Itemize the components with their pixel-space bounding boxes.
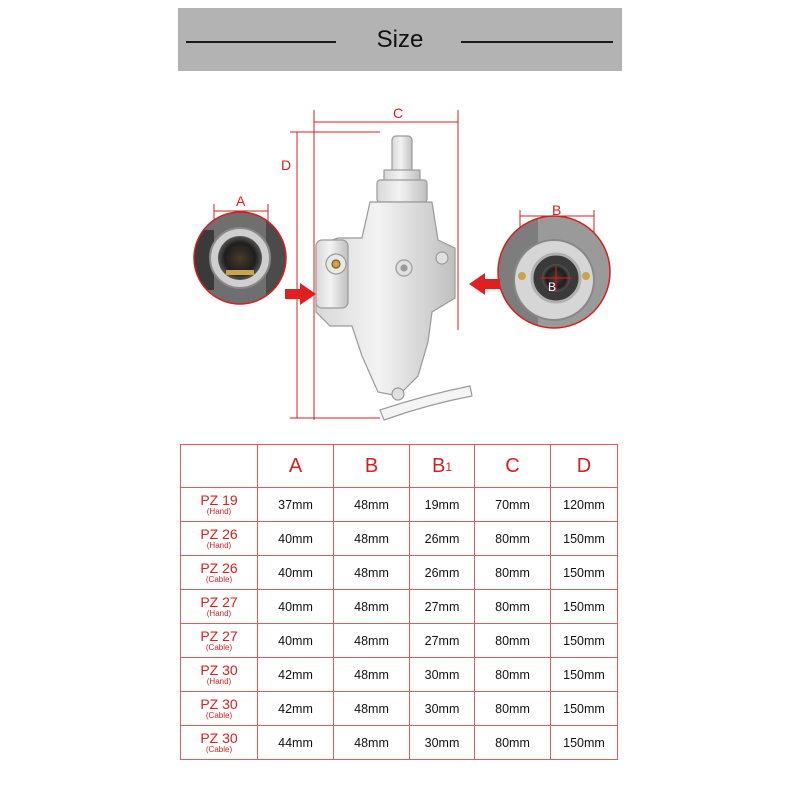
- size-cell-b: 48mm: [334, 624, 410, 658]
- dimension-label-c: C: [393, 105, 404, 121]
- model-cell: [181, 658, 258, 692]
- size-cell-a: 42mm: [258, 658, 334, 692]
- arrow-right-icon: [285, 283, 316, 305]
- model-variant: (Hand): [206, 609, 232, 618]
- size-cell-a: 37mm: [258, 488, 334, 522]
- size-cell-b: 48mm: [334, 590, 410, 624]
- model-cell: [181, 522, 258, 556]
- size-cell-b: 48mm: [334, 488, 410, 522]
- size-cell-a: 42mm: [258, 692, 334, 726]
- model-variant: (Hand): [206, 541, 232, 550]
- model-name: PZ 27: [200, 594, 238, 610]
- model-cell: [181, 590, 258, 624]
- model-name: PZ 30: [200, 662, 238, 678]
- size-cell-c: 80mm: [475, 726, 551, 760]
- size-cell-d: 150mm: [551, 692, 618, 726]
- size-cell-b1: 19mm: [410, 488, 475, 522]
- size-cell-b1: 27mm: [410, 590, 475, 624]
- size-cell-b: 48mm: [334, 556, 410, 590]
- model-variant: (Cable): [205, 643, 233, 652]
- header-cell-a: A: [258, 445, 334, 488]
- model-variant: (Hand): [206, 507, 232, 516]
- model-name: PZ 30: [200, 696, 238, 712]
- header-b1-letter: B: [431, 454, 446, 477]
- size-cell-c: 80mm: [475, 658, 551, 692]
- header-cell-c: C: [475, 445, 551, 488]
- header-cell-model: [181, 445, 258, 488]
- model-cell: [181, 556, 258, 590]
- size-cell-b1: 27mm: [410, 624, 475, 658]
- carburetor-illustration: [0, 80, 800, 440]
- size-cell-a: 40mm: [258, 590, 334, 624]
- size-cell-a: 44mm: [258, 726, 334, 760]
- size-cell-b1: 30mm: [410, 726, 475, 760]
- table-row: [181, 624, 618, 658]
- size-cell-b: 48mm: [334, 522, 410, 556]
- size-cell-b: 48mm: [334, 726, 410, 760]
- size-cell-d: 150mm: [551, 624, 618, 658]
- dimension-label-b1: B: [548, 280, 557, 294]
- inlet-inset: [190, 210, 290, 310]
- size-cell-a: 40mm: [258, 556, 334, 590]
- table-row: [181, 488, 618, 522]
- size-cell-d: 150mm: [551, 726, 618, 760]
- table-row: [181, 692, 618, 726]
- size-cell-c: 80mm: [475, 522, 551, 556]
- size-cell-d: 150mm: [551, 556, 618, 590]
- table-row: [181, 590, 618, 624]
- size-cell-c: 70mm: [475, 488, 551, 522]
- table-row: [181, 522, 618, 556]
- size-cell-c: 80mm: [475, 556, 551, 590]
- table-row: [181, 658, 618, 692]
- size-cell-c: 80mm: [475, 590, 551, 624]
- size-cell-b1: 30mm: [410, 658, 475, 692]
- size-cell-d: 150mm: [551, 522, 618, 556]
- table-row: [181, 556, 618, 590]
- arrow-left-icon: [469, 273, 500, 295]
- model-cell: [181, 692, 258, 726]
- model-variant: (Cable): [205, 745, 233, 754]
- size-cell-b1: 30mm: [410, 692, 475, 726]
- dimension-label-d: D: [281, 157, 292, 173]
- size-table: [180, 444, 618, 760]
- size-banner: [178, 8, 622, 71]
- table-row: [181, 726, 618, 760]
- model-variant: (Cable): [205, 575, 233, 584]
- dimension-label-a: A: [236, 193, 246, 209]
- size-cell-d: 150mm: [551, 590, 618, 624]
- model-cell: [181, 726, 258, 760]
- table-body: [181, 488, 618, 760]
- size-cell-b1: 26mm: [410, 556, 475, 590]
- header-cell-b: B: [334, 445, 410, 488]
- dimension-label-b: B: [552, 202, 562, 218]
- size-cell-c: 80mm: [475, 624, 551, 658]
- model-name: PZ 26: [200, 526, 238, 542]
- model-name: PZ 27: [200, 628, 238, 644]
- model-name: PZ 26: [200, 560, 238, 576]
- header-cell-d: D: [551, 445, 618, 488]
- page-title: Size: [376, 26, 424, 53]
- model-name: PZ 30: [200, 730, 238, 746]
- size-cell-d: 150mm: [551, 658, 618, 692]
- model-cell: [181, 624, 258, 658]
- model-cell: [181, 488, 258, 522]
- carburetor-body: [316, 136, 472, 420]
- header-cell-b1: [410, 445, 475, 488]
- carburetor-diagram: [0, 80, 800, 440]
- model-name: PZ 19: [200, 492, 238, 508]
- model-variant: (Cable): [205, 711, 233, 720]
- size-cell-a: 40mm: [258, 624, 334, 658]
- size-cell-a: 40mm: [258, 522, 334, 556]
- header-b1-subscript: 1: [445, 459, 453, 474]
- size-cell-c: 80mm: [475, 692, 551, 726]
- size-cell-b1: 26mm: [410, 522, 475, 556]
- banner-divider-right: [461, 41, 613, 43]
- size-cell-b: 48mm: [334, 658, 410, 692]
- table-header-row: [181, 445, 618, 488]
- size-cell-d: 120mm: [551, 488, 618, 522]
- size-cell-b: 48mm: [334, 692, 410, 726]
- model-variant: (Hand): [206, 677, 232, 686]
